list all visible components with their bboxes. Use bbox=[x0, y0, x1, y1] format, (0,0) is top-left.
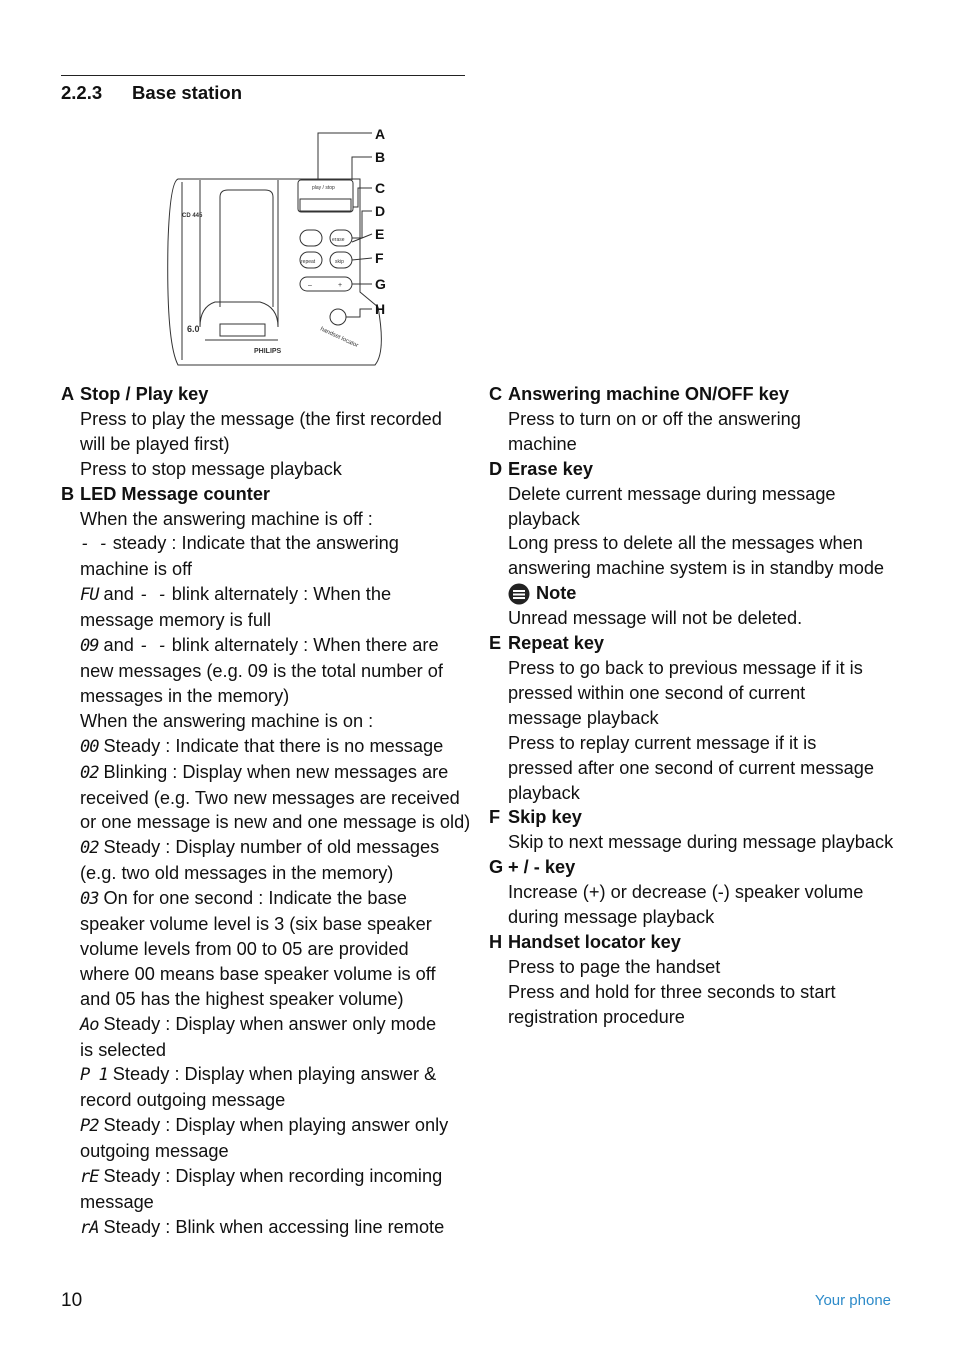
segment-display: 00 bbox=[80, 736, 99, 757]
section-title: Base station bbox=[132, 82, 243, 103]
play-stop-label: play / stop bbox=[312, 185, 335, 191]
item-b-heading: B LED Message counter bbox=[61, 483, 271, 504]
segment-display: rA bbox=[80, 1217, 99, 1238]
callout-f: F bbox=[375, 250, 384, 266]
segment-display: 02 bbox=[80, 762, 99, 783]
segment-display: P2 bbox=[80, 1116, 99, 1137]
item-f-heading: F Skip key bbox=[489, 807, 582, 828]
callout-b: B bbox=[375, 149, 386, 165]
item-a-heading: A Stop / Play key bbox=[61, 384, 209, 404]
right-column: C Answering machine ON/OFF key Press to turn on or off the answering machine D Erase key Delete current message during message playback Long press to delete all the messages when answering machine system is in standby mode Note Unread message will not be deleted. E Repeat key Press to go back to previous message if it is pressed within one second of current message playback Press to replay current message if it is pressed after one second of current message playback F Skip key Skip to next message during message playback G + / - key Increase (+) or decrease (-) speaker volume during message playback H Handset locator key Press to page the handset Press and hold for three seconds to start registration procedure bbox=[489, 382, 909, 1030]
note-icon bbox=[508, 583, 530, 605]
segment-display: FU bbox=[80, 585, 99, 606]
item-g-heading: G + / - key bbox=[489, 857, 576, 878]
segment-display: 09 bbox=[80, 636, 99, 657]
item-d-heading: D Erase key bbox=[489, 458, 593, 479]
segment-display: - - bbox=[138, 585, 167, 606]
callout-d: D bbox=[375, 203, 386, 219]
callout-e: E bbox=[375, 226, 385, 242]
model-label: CD 445 bbox=[182, 213, 203, 219]
segment-display: rE bbox=[80, 1167, 99, 1188]
left-column: A Stop / Play key Press to play the message (the first recorded will be played first) Press to stop message playback B LED Message counter When the answering machine is off : - - steady : Indicate that the answering machine is off FU and - - blink alternately : When the message memory is full 09 and - - blink alternately : When there are new messages (e.g. 09 is the total number of messages in the memory) When the answering machine is on : 00 Steady : Indicate that there is no message 02 Blinking : Display when new messages are received (e.g. Two new messages are received or one message is new and one message is old) 02 Steady : Display number of old messages (e.g. two old messages in the memory) 03 On for one second : Indicate the base speaker volume level is 3 (six base speaker volume levels from 00 to 05 are provided where 00 means base speaker volume is off and 05 has the highest speaker volume) Ao Steady : Display when answer only mode is selected P 1 Steady : Display when playing answer & record outgoing message P2 Steady : Display when playing answer only outgoing message rE Steady : Display when recording incoming message rA Steady : Blink when accessing line remote bbox=[61, 384, 471, 1238]
erase-label: erase bbox=[332, 237, 345, 243]
brand-label: PHILIPS bbox=[254, 348, 282, 355]
section-number: 2.2.3 bbox=[61, 82, 103, 103]
callout-g: G bbox=[375, 276, 386, 292]
segment-display: - - bbox=[80, 534, 108, 555]
callout-a: A bbox=[375, 126, 386, 142]
segment-display: P 1 bbox=[80, 1065, 108, 1086]
item-c-heading: C Answering machine ON/OFF key bbox=[489, 384, 789, 404]
callout-c: C bbox=[375, 180, 386, 196]
base-station-figure bbox=[160, 122, 400, 372]
item-h-heading: H Handset locator key bbox=[489, 931, 681, 952]
section-heading bbox=[61, 82, 242, 104]
note-heading bbox=[489, 581, 909, 606]
locator-label: handset locator bbox=[319, 326, 359, 350]
segment-display: 03 bbox=[80, 889, 99, 910]
badge-label: 6.0 bbox=[187, 324, 200, 334]
plus-label: + bbox=[338, 282, 343, 289]
minus-label: – bbox=[308, 282, 312, 289]
page-number: 10 bbox=[61, 1290, 83, 1311]
header-rule bbox=[61, 75, 465, 76]
item-e-heading: E Repeat key bbox=[489, 633, 605, 654]
footer-section-label: Your phone bbox=[814, 1292, 891, 1309]
repeat-label: repeat bbox=[301, 259, 316, 265]
note-text: Unread message will not be deleted. bbox=[508, 608, 803, 629]
skip-label: skip bbox=[335, 259, 344, 265]
segment-display: Ao bbox=[80, 1014, 99, 1035]
segment-display: - - bbox=[138, 636, 167, 657]
note-label: Note bbox=[536, 583, 577, 604]
callout-h: H bbox=[375, 301, 386, 317]
segment-display: 02 bbox=[80, 838, 99, 859]
